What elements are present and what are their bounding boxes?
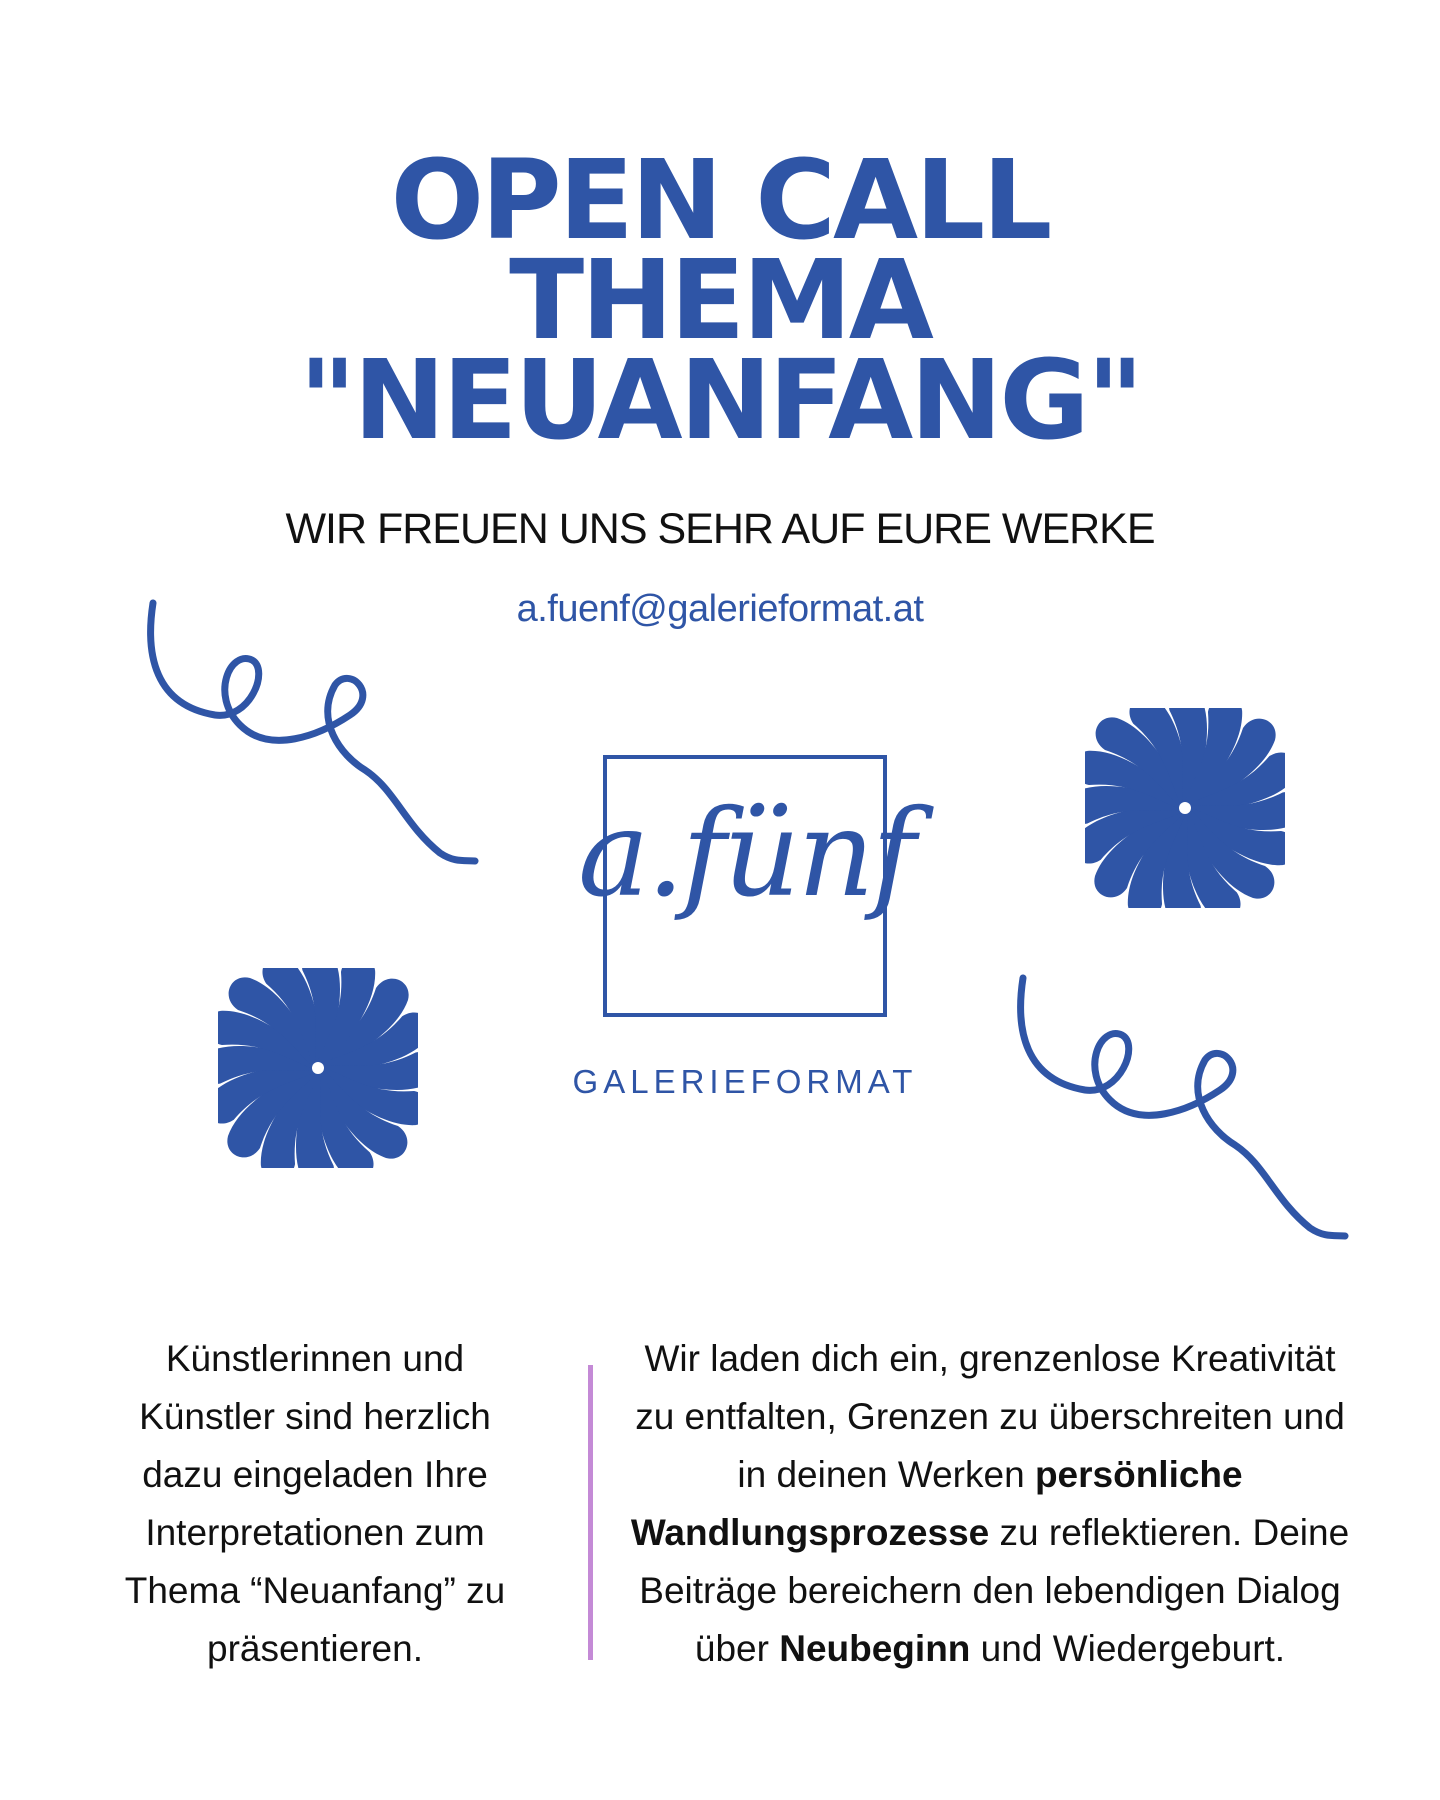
flower-icon: [218, 968, 418, 1168]
right-text-bold-1: persönliche Wandlungsprozesse: [630, 1454, 1243, 1553]
flower-icon: [1085, 708, 1285, 908]
headline: [0, 136, 1440, 464]
headline-line-2: THEMA: [509, 236, 931, 364]
column-divider: [588, 1365, 593, 1660]
headline-line-1: OPEN CALL: [390, 136, 1050, 264]
right-column-text: [630, 1330, 1350, 1678]
squiggle-icon: [1010, 970, 1350, 1250]
left-column-text: Künstlerinnen und Künstler sind herzlich dazu eingeladen Ihre Interpretationen zum Thema “Neuanfang” zu präsentieren.: [124, 1338, 506, 1669]
headline-line-3: "NEUANFANG": [299, 336, 1141, 464]
right-text-part-3: und Wiedergeburt.: [970, 1628, 1286, 1669]
right-text-part-1: Wir laden dich ein, grenzenlose Kreativität zu entfalten, Grenzen zu überschreiten und in deinen Werken: [635, 1338, 1345, 1495]
logo-wordmark: a.fünf: [578, 785, 914, 924]
email-link[interactable]: a.fuenf@galerieformat.at: [516, 588, 924, 630]
logo-subtitle: GALERIEFORMAT: [572, 1063, 918, 1100]
right-text-part-2: zu reflektieren. Deine Beiträge bereichern den lebendigen Dialog über: [639, 1512, 1350, 1669]
right-text-bold-2: Neubeginn: [779, 1628, 971, 1669]
subtitle: WIR FREUEN UNS SEHR AUF EURE WERKE: [285, 505, 1155, 553]
squiggle-icon: [140, 595, 480, 875]
